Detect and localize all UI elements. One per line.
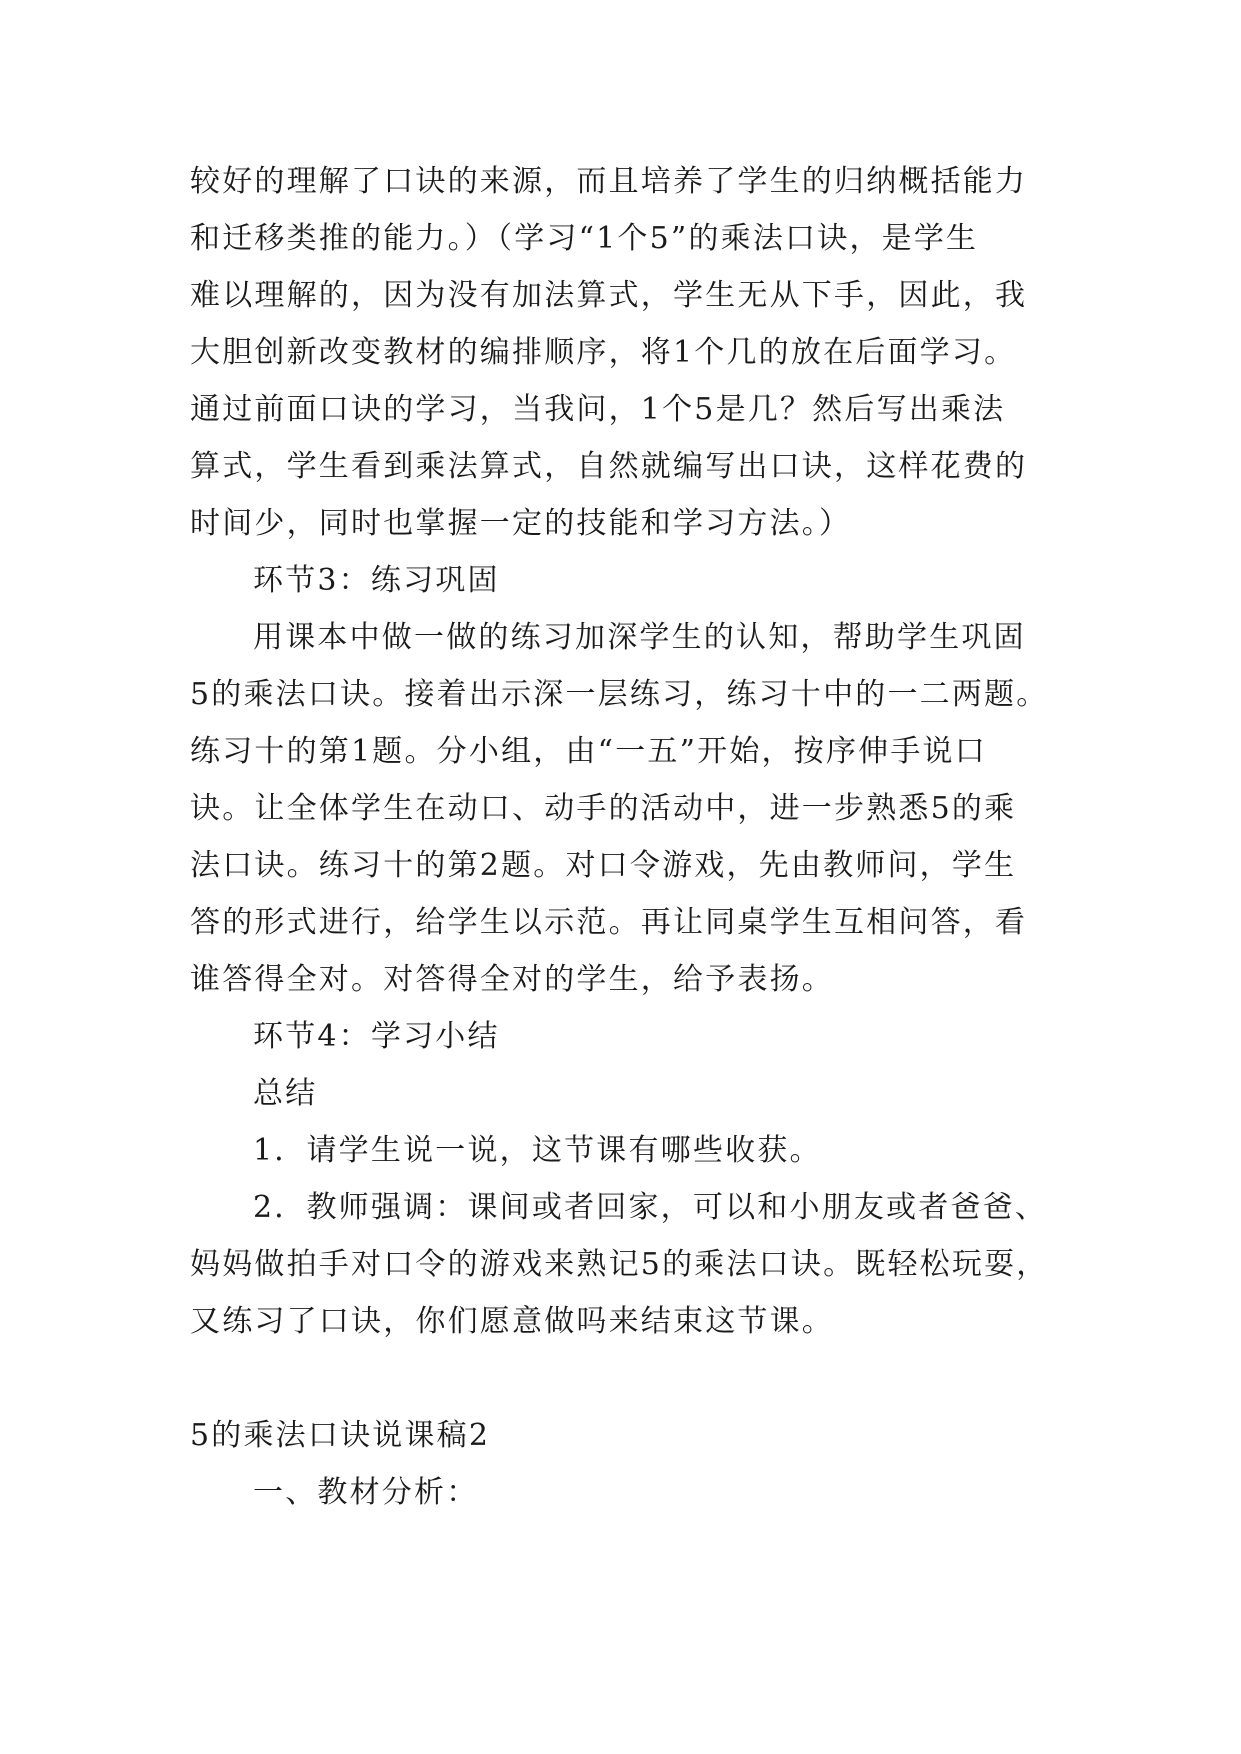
paragraph-line: 用课本中做一做的练习加深学生的认知，帮助学生巩固: [253, 620, 1026, 655]
section-heading: 一、教材分析：: [253, 1475, 479, 1510]
paragraph-line: 时间少，同时也掌握一定的技能和学习方法。）: [190, 506, 852, 541]
paragraph-line: 5的乘法口诀。接着出示深一层练习，练习十中的一二两题。: [190, 677, 1049, 712]
paragraph-line: 难以理解的，因为没有加法算式，学生无从下手，因此，我: [190, 278, 1028, 313]
section-heading: 环节4：学习小结: [253, 1019, 500, 1054]
paragraph-line: 谁答得全对。对答得全对的学生，给予表扬。: [190, 962, 834, 997]
document-title: 5的乘法口诀说课稿2: [190, 1418, 491, 1453]
paragraph-line: 较好的理解了口诀的来源，而且培养了学生的归纳概括能力: [190, 164, 1028, 199]
paragraph-line: 又练习了口诀，你们愿意做吗来结束这节课。: [190, 1304, 834, 1339]
section-heading: 环节3：练习巩固: [253, 563, 500, 598]
list-item: 2．教师强调：课间或者回家，可以和小朋友或者爸爸、: [253, 1190, 1048, 1225]
paragraph-line: 大胆创新改变教材的编排顺序，将1个几的放在后面学习。: [190, 335, 1017, 370]
paragraph-line: 诀。让全体学生在动口、动手的活动中，进一步熟悉5的乘: [190, 791, 1017, 826]
paragraph-line: 和迁移类推的能力。）（学习“1个5”的乘法口诀，是学生: [190, 221, 979, 256]
paragraph-line: 总结: [253, 1076, 318, 1111]
paragraph-line: 通过前面口诀的学习，当我问，1个5是几？然后写出乘法: [190, 392, 1006, 427]
paragraph-line: 练习十的第1题。分小组，由“一五”开始，按序伸手说口: [190, 734, 987, 769]
paragraph-line: 妈妈做拍手对口令的游戏来熟记5的乘法口诀。既轻松玩耍，: [190, 1247, 1049, 1282]
paragraph-line: 法口诀。练习十的第2题。对口令游戏，先由教师问，学生: [190, 848, 1017, 883]
list-item: 1．请学生说一说，这节课有哪些收获。: [253, 1133, 822, 1168]
paragraph-line: 答的形式进行，给学生以示范。再让同桌学生互相问答，看: [190, 905, 1028, 940]
paragraph-line: 算式，学生看到乘法算式，自然就编写出口诀，这样花费的: [190, 449, 1028, 484]
